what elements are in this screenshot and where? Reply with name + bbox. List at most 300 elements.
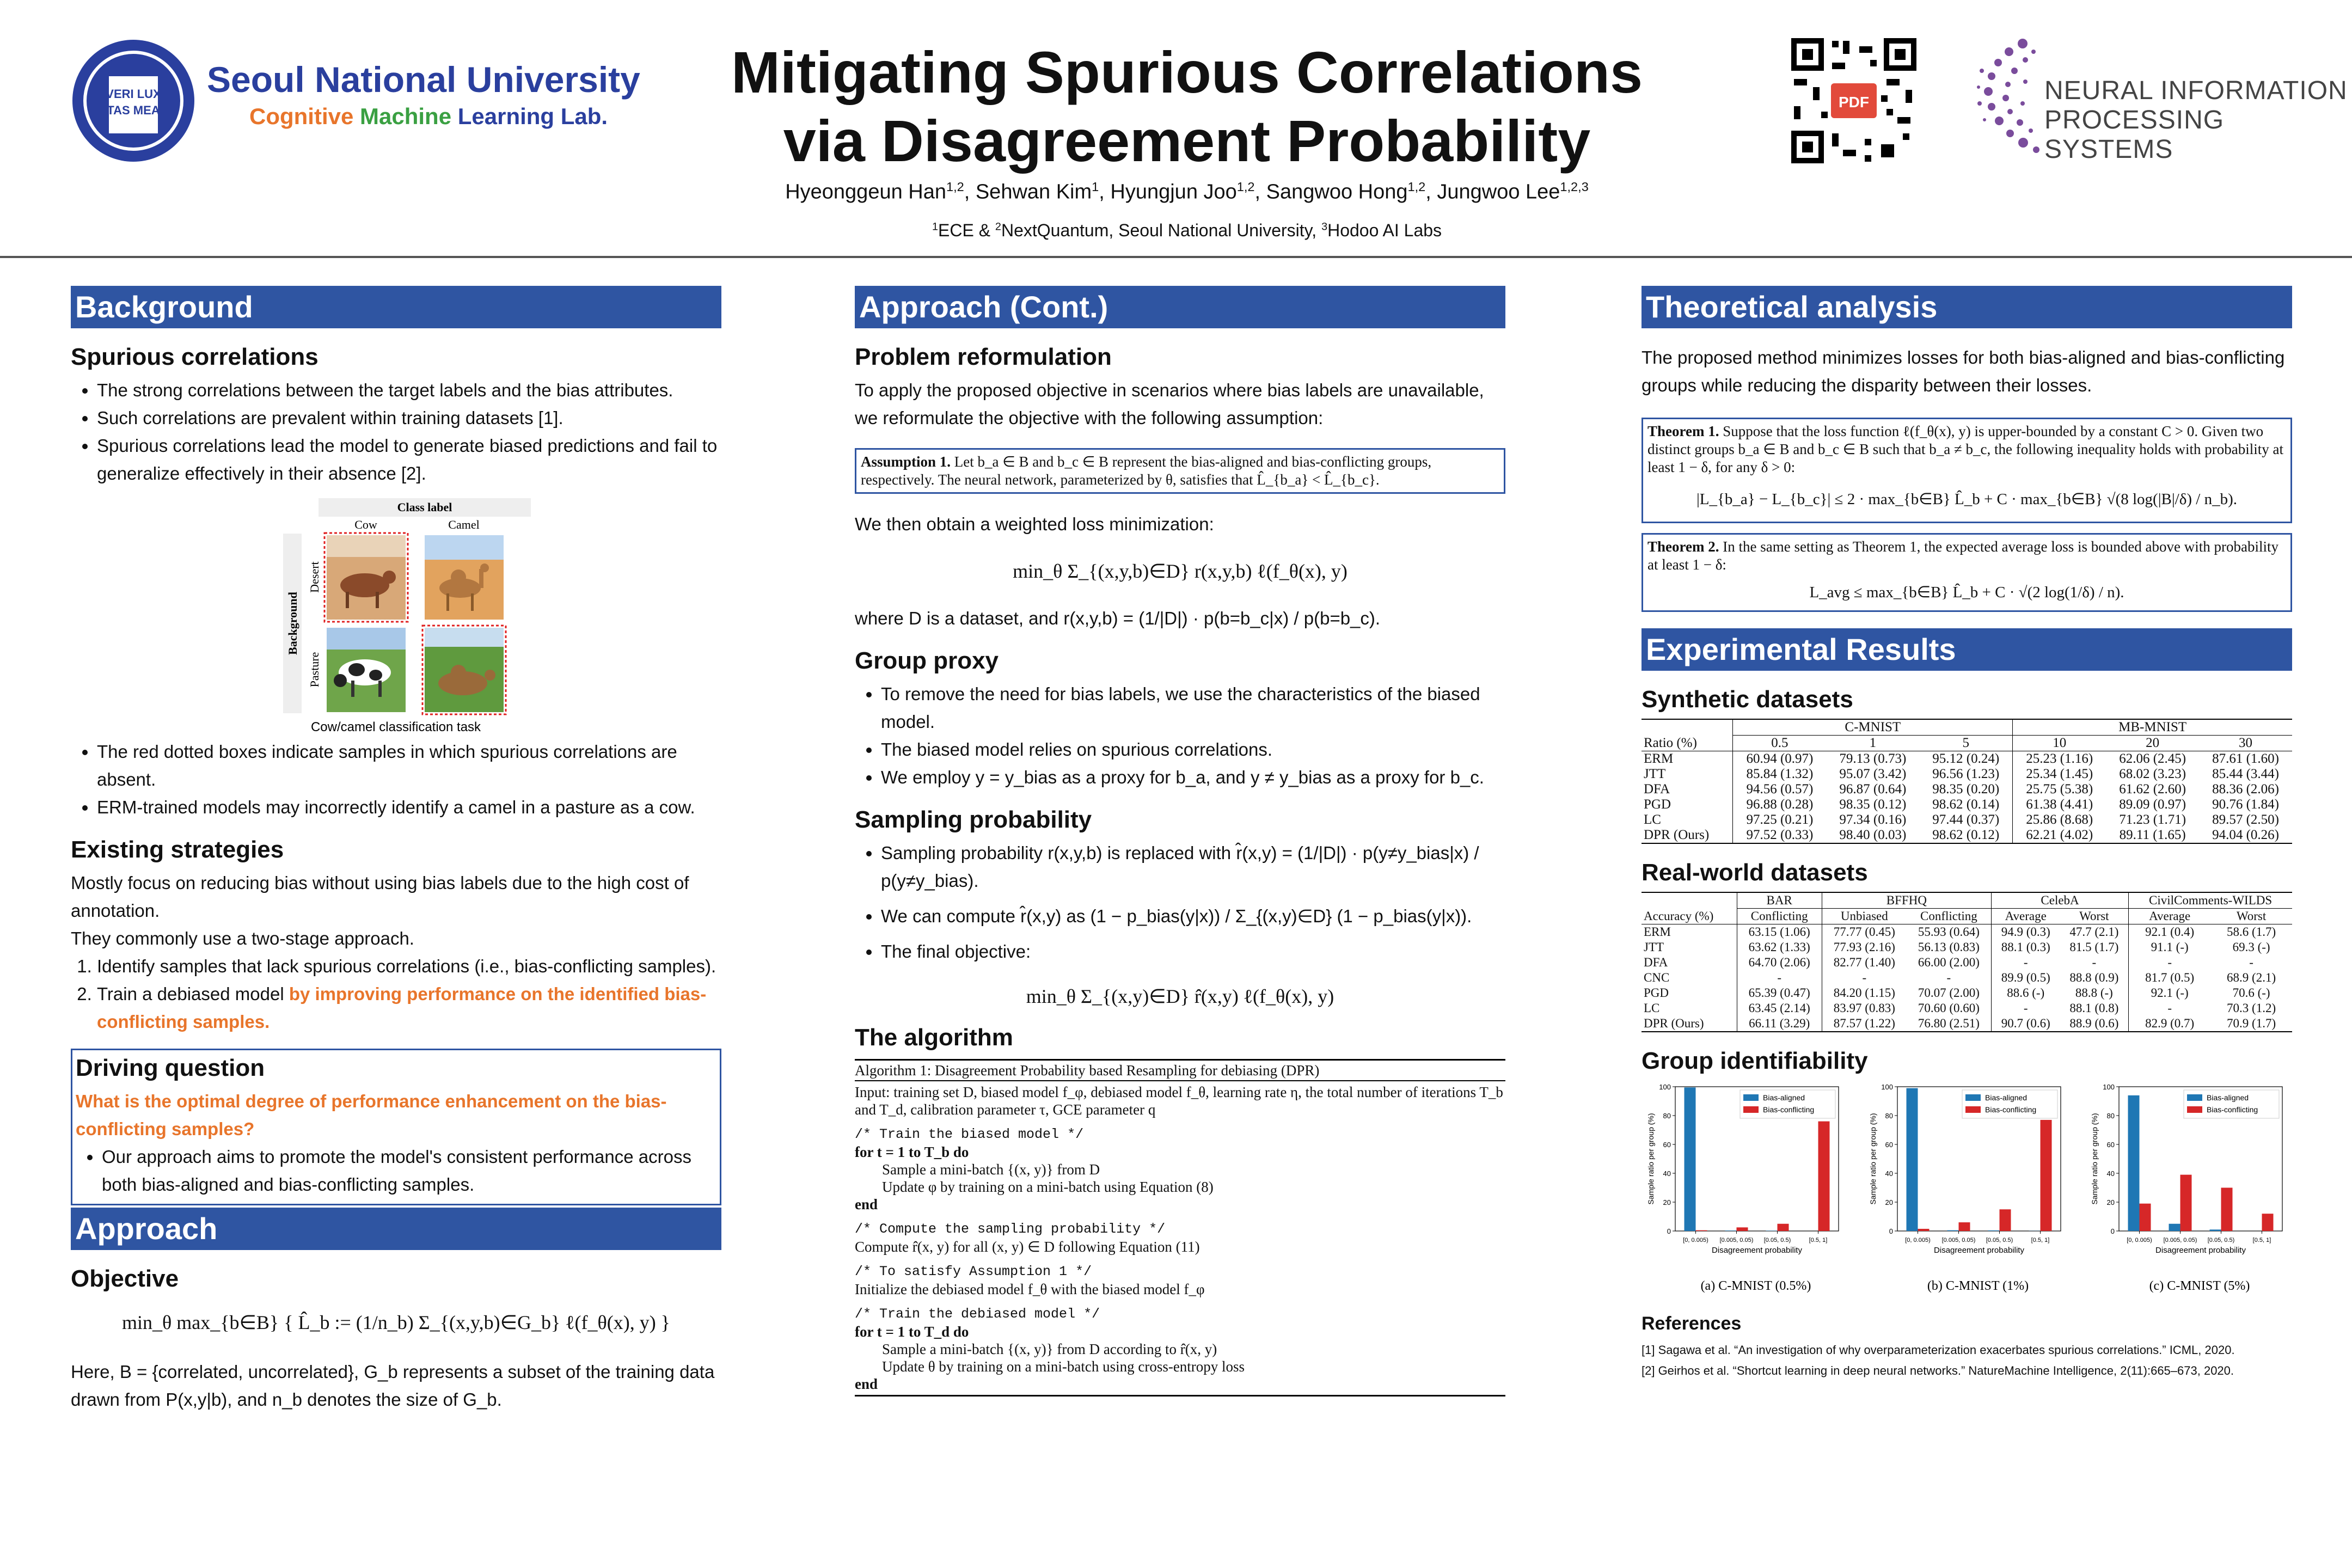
table-cell: 25.75 (5.38)	[2013, 782, 2106, 797]
table-row	[1641, 955, 2292, 970]
title-line: via Disagreement Probability	[783, 108, 1591, 174]
legend-label: Bias-conflicting	[1984, 1105, 2036, 1114]
subheading-problem: Problem reformulation	[855, 344, 1112, 370]
synthetic-table-body	[1641, 751, 2292, 844]
table-cell: -	[1946, 971, 1951, 984]
legend-swatch	[1743, 1106, 1759, 1113]
table-row	[1641, 924, 2292, 940]
table-cell: 90.7 (0.6)	[1991, 1016, 2060, 1032]
theorem2-equation: L_avg ≤ max_{b∈B} L̂_b + C · √(2 log(1/δ) / n).	[1809, 584, 2124, 601]
x-axis-label: Disagreement probability	[1933, 1246, 2024, 1255]
x-tick-label: [0.05, 0.5)	[1986, 1237, 2013, 1244]
legend-swatch	[1965, 1094, 1981, 1101]
y-tick-label: 0	[1889, 1227, 1893, 1235]
x-tick-label: [0.5, 1]	[1809, 1237, 1828, 1244]
table-cell: -	[2129, 1001, 2211, 1016]
table-method-cell: ERM	[1644, 751, 1674, 766]
table-group-header: CelebA	[1991, 892, 2128, 909]
table-cell: 61.38 (4.41)	[2013, 797, 2106, 812]
algo-line: for t = 1 to T_b do	[855, 1144, 969, 1160]
table-cell: 70.3 (1.2)	[2227, 1001, 2276, 1015]
figure-background-label: Background	[286, 592, 299, 655]
image-cow-desert	[324, 533, 408, 622]
table-cell: -	[1737, 970, 1822, 985]
table-cell: 68.02 (3.23)	[2119, 767, 2186, 781]
table-cell: 47.7 (2.1)	[2069, 925, 2119, 939]
bar	[1737, 1227, 1748, 1231]
table-cell: 95.07 (3.42)	[1839, 767, 1907, 781]
table-cell: 88.8 (0.9)	[2069, 971, 2119, 984]
table-cell: 89.9 (0.5)	[1991, 970, 2060, 985]
table-method-cell: LC	[1644, 1001, 1660, 1015]
y-tick-label: 60	[2106, 1141, 2115, 1149]
figure-cow-label: Cow	[354, 518, 377, 531]
table-cell: 96.88 (0.28)	[1733, 797, 1827, 812]
table-cell: 89.11 (1.65)	[2119, 828, 2186, 842]
section-heading-theory: Theoretical analysis	[1641, 286, 2292, 328]
legend-label: Bias-conflicting	[2207, 1105, 2258, 1114]
table-method-cell: ERM	[1644, 925, 1671, 939]
table-cell: 70.07 (2.00)	[1918, 986, 1980, 1000]
table-col-header: Unbiased	[1822, 909, 1907, 924]
table-col-header: 0.5	[1733, 736, 1827, 751]
table-cell: 94.9 (0.3)	[1991, 924, 2060, 940]
table-cell: 83.97 (0.83)	[1822, 1001, 1907, 1016]
lab-name-part: Machine	[360, 103, 452, 129]
y-tick-label: 100	[2103, 1083, 2115, 1091]
y-tick-label: 40	[1663, 1169, 1671, 1178]
legend-label: Bias-conflicting	[1763, 1105, 1815, 1114]
driving-question-text: What is the optimal degree of performance enhancement on the bias-conflicting samples?	[76, 1091, 667, 1139]
bar	[1778, 1224, 1789, 1231]
table-cell: 81.7 (0.5)	[2129, 970, 2211, 985]
table-col-header: 30	[2239, 736, 2253, 750]
table-col-header: Average	[1991, 909, 2060, 924]
table-cell: 82.9 (0.7)	[2129, 1016, 2211, 1032]
table-cell: 25.34 (1.45)	[2013, 767, 2106, 782]
title-line: Mitigating Spurious Correlations	[731, 39, 1643, 105]
driving-list	[76, 1143, 716, 1198]
group-proxy-list	[855, 680, 1505, 791]
table-col-header: Average	[2129, 909, 2211, 924]
algo-line: Initialize the debiased model f_θ with the biased model f_φ	[855, 1281, 1205, 1297]
table-method-cell: PGD	[1644, 986, 1669, 1000]
table-row	[1641, 1016, 2292, 1032]
weighted-text: We then obtain a weighted loss minimization:	[855, 514, 1214, 534]
list-item: • The strong correlations between the target labels and the bias attributes.	[97, 376, 721, 404]
table-cell: 71.23 (1.71)	[2119, 812, 2186, 827]
table-cell: 88.8 (-)	[2075, 986, 2113, 1000]
table-cell: 98.62 (0.14)	[1932, 797, 2000, 812]
qr-pdf-badge: PDF	[1839, 94, 1869, 111]
chart-caption: (a) C-MNIST (0.5%)	[1700, 1279, 1811, 1293]
figure-class-label: Class label	[397, 500, 452, 514]
table-cell: 25.23 (1.16)	[2013, 751, 2106, 767]
table-cell: 70.9 (1.7)	[2227, 1016, 2276, 1030]
algo-comment: /* Train the debiased model */	[855, 1306, 1100, 1322]
bar	[1947, 1230, 1958, 1231]
table-cell: 85.84 (1.32)	[1733, 767, 1827, 782]
x-tick-label: [0.005, 0.05)	[2163, 1237, 2197, 1244]
list-item: • The biased model relies on spurious correlations.	[881, 736, 1505, 763]
table-cell: -	[1991, 1001, 2060, 1016]
group-identifiability-charts	[1641, 1080, 2292, 1298]
list-item: 1. Identify samples that lack spurious correlations (i.e., bias-conflicting samples).	[97, 952, 721, 980]
algorithm-header: Algorithm 1: Disagreement Probability based Resampling for debiasing (DPR)	[855, 1061, 1505, 1081]
objective-note: Here, B = {correlated, uncorrelated}, G_b represents a subset of the training data drawn from P(x,y|b), and n_b denotes the size of G_b.	[71, 1362, 715, 1410]
table-cell: 88.1 (0.3)	[1991, 940, 2060, 955]
section-heading-approach: Approach	[71, 1208, 721, 1250]
realworld-table-body	[1641, 924, 2292, 1032]
list-item: • ERM-trained models may incorrectly identify a camel in a pasture as a cow.	[97, 793, 721, 821]
table-cell: -	[1991, 955, 2060, 970]
table-col-header: 5	[1962, 736, 1969, 750]
list-item: • Sampling probability r(x,y,b) is replaced with r̂(x,y) = (1/|D|) · p(y≠y_bias|x) / p(y≠y_bias).	[881, 839, 1505, 895]
table-row	[1641, 1001, 2292, 1016]
subheading-references: References	[1641, 1313, 1742, 1334]
table-cell: 92.1 (-)	[2129, 985, 2211, 1001]
bar	[1696, 1230, 1707, 1231]
snu-emblem-logo	[71, 38, 196, 163]
table-cell: 92.1 (0.4)	[2129, 924, 2211, 940]
cow-camel-figure	[71, 487, 721, 738]
step2-highlight: by improving performance on the identified bias-conflicting samples.	[97, 984, 707, 1032]
table-cell: 70.60 (0.60)	[1918, 1001, 1980, 1015]
table-cell: 87.57 (1.22)	[1822, 1016, 1907, 1032]
table-cell: 69.3 (-)	[2232, 940, 2270, 954]
table-cell: 56.13 (0.83)	[1918, 940, 1980, 954]
theorem1-label: Theorem 1.	[1647, 423, 1719, 439]
y-tick-label: 20	[1885, 1198, 1893, 1206]
table-cell: -	[1822, 970, 1907, 985]
algo-comment: /* Train the biased model */	[855, 1126, 1084, 1142]
x-tick-label: [0.005, 0.05)	[1719, 1237, 1754, 1244]
table-cell: 94.56 (0.57)	[1733, 782, 1827, 797]
table-cell: 98.62 (0.12)	[1932, 828, 2000, 842]
table-col-header: Worst	[2079, 909, 2109, 923]
x-tick-label: [0.5, 1]	[2252, 1237, 2271, 1244]
sampling-list	[855, 839, 1505, 965]
assumption-label: Assumption 1.	[861, 454, 951, 470]
table-cell: 85.44 (3.44)	[2212, 767, 2279, 781]
bar	[1725, 1230, 1737, 1231]
table-row-header: Ratio (%)	[1644, 735, 1697, 750]
step2-text: Train a debiased model	[97, 984, 289, 1004]
subheading-existing: Existing strategies	[71, 836, 284, 863]
synthetic-results-table	[1641, 719, 2292, 844]
table-cell: 87.61 (1.60)	[2212, 751, 2279, 766]
x-tick-label: [0, 0.005)	[1683, 1237, 1708, 1244]
theorem2-text: In the same setting as Theorem 1, the expected average loss is bounded above with probability at least 1 − δ:	[1647, 538, 2278, 573]
list-item: • Spurious correlations lead the model to generate biased predictions and fail to generalize effectively in their absence [2].	[97, 432, 721, 487]
bar	[1766, 1230, 1778, 1231]
chart-caption: (b) C-MNIST (1%)	[1927, 1279, 2029, 1293]
table-cell	[1641, 892, 1737, 909]
algo-line: Update φ by training on a mini-batch using Equation (8)	[882, 1179, 1214, 1195]
assumption-text: Let b_a ∈ B and b_c ∈ B represent the bias-aligned and bias-conflicting groups, respectively. The neural network, parameterized by θ, satisfies that L̂_{b_a} < L̂_{b_c}.	[861, 454, 1432, 488]
table-cell: 96.56 (1.23)	[1932, 767, 2000, 781]
x-tick-label: [0, 0.005)	[2127, 1237, 2152, 1244]
theorem2-label: Theorem 2.	[1647, 538, 1719, 555]
y-axis-label: Sample ratio per group (%)	[2090, 1113, 2099, 1205]
bar	[2140, 1204, 2151, 1231]
existing-text: Mostly focus on reducing bias without using bias labels due to the high cost of annotation.	[71, 873, 689, 921]
bar	[2262, 1214, 2274, 1231]
bar-chart	[1864, 1080, 2071, 1298]
reference-item: [1] Sagawa et al. “An investigation of why overparameterization exacerbates spurious correlations.” ICML, 2020.	[1641, 1343, 2235, 1357]
y-tick-label: 40	[1885, 1169, 1893, 1178]
conference-line: PROCESSING SYSTEMS	[2044, 106, 2225, 164]
table-cell: 89.57 (2.50)	[2212, 812, 2279, 827]
objective-equation: min_θ max_{b∈B} { L̂_b := (1/n_b) Σ_{(x,y,b)∈G_b} ℓ(f_θ(x), y) }	[122, 1312, 670, 1333]
x-tick-label: [0, 0.005)	[1904, 1237, 1931, 1244]
x-tick-label: [0.05, 0.5)	[1763, 1237, 1791, 1244]
table-cell: 65.39 (0.47)	[1737, 985, 1822, 1001]
bar	[1685, 1087, 1696, 1231]
subheading-spurious: Spurious correlations	[71, 344, 318, 370]
author-list: Hyeonggeun Han$^{1,2}$, Sehwan Kim$^1$, Hyungjun Joo$^{1,2}$, Sangwoo Hong$^{1,2}$, Jungwoo Lee$^{1,2,3}$	[785, 180, 1589, 204]
table-cell: 62.06 (2.45)	[2119, 751, 2186, 766]
figure-caption: Cow/camel classification task	[310, 720, 481, 734]
lab-name-part: Cognitive	[249, 103, 354, 129]
table-cell: 62.21 (4.02)	[2013, 828, 2106, 843]
y-tick-label: 20	[2106, 1198, 2115, 1206]
column-left	[71, 286, 721, 1413]
subheading-group-proxy: Group proxy	[855, 647, 999, 674]
y-axis-label: Sample ratio per group (%)	[1646, 1113, 1655, 1205]
svg-text:TAS MEA: TAS MEA	[107, 103, 160, 117]
table-cell: 63.15 (1.06)	[1737, 924, 1822, 940]
section-heading-experiments: Experimental Results	[1641, 628, 2292, 671]
algo-line: for t = 1 to T_d do	[855, 1324, 969, 1340]
table-method-cell: DPR (Ours)	[1644, 828, 1710, 842]
table-cell: 77.77 (0.45)	[1822, 924, 1907, 940]
table-cell: 66.11 (3.29)	[1737, 1016, 1822, 1032]
subheading-sampling: Sampling probability	[855, 806, 1092, 833]
table-cell: -	[2249, 955, 2253, 969]
table-cell: 90.76 (1.84)	[2212, 797, 2279, 812]
table-row	[1641, 767, 2292, 782]
x-tick-label: [0.005, 0.05)	[1941, 1237, 1975, 1244]
theorem1-text: Suppose that the loss function ℓ(f_θ(x), y) is upper-bounded by a constant C > 0. Given two distinct groups b_a ∈ B and b_c ∈ B such that b_a ≠ b_c, the following inequality holds with probability at least 1 − δ, for any δ > 0:	[1647, 423, 2283, 475]
algo-line: Compute r̂(x, y) for all (x, y) ∈ D following Equation (11)	[855, 1239, 1200, 1255]
lab-name	[249, 103, 608, 130]
table-cell: 89.09 (0.97)	[2119, 797, 2186, 812]
table-cell: 88.9 (0.6)	[2069, 1016, 2119, 1030]
algo-comment: /* Compute the sampling probability */	[855, 1221, 1166, 1237]
bar	[1988, 1230, 1999, 1231]
bar	[2128, 1095, 2140, 1231]
table-cell: 66.00 (2.00)	[1918, 955, 1980, 969]
column-right	[1641, 286, 2292, 1381]
qr-code-icon[interactable]	[1788, 35, 1919, 166]
table-method-cell: CNC	[1644, 971, 1670, 984]
reference-item: [2] Geirhos et al. “Shortcut learning in deep neural networks.” NatureMachine Intelligence, 2(11):665–673, 2020.	[1641, 1364, 2234, 1377]
two-stage-list	[71, 952, 721, 1036]
table-cell: 68.9 (2.1)	[2227, 971, 2276, 984]
table-cell: -	[2092, 955, 2097, 969]
table-cell: -	[2129, 955, 2211, 970]
column-middle	[855, 286, 1505, 1396]
algo-line: Sample a mini-batch {(x, y)} from D according to r̂(x, y)	[882, 1341, 1217, 1357]
existing-text: They commonly use a two-stage approach.	[71, 928, 414, 948]
figure-camel-label: Camel	[448, 518, 480, 531]
table-cell: 98.35 (0.12)	[1839, 797, 1907, 812]
table-cell: 84.20 (1.15)	[1822, 985, 1907, 1001]
subheading-objective: Objective	[71, 1265, 179, 1292]
driving-question-title: Driving question	[76, 1055, 265, 1081]
table-col-header: 20	[2146, 736, 2160, 750]
theorem1-box	[1641, 418, 2292, 523]
y-tick-label: 60	[1663, 1141, 1671, 1149]
table-method-cell: LC	[1644, 812, 1661, 827]
y-tick-label: 60	[1885, 1141, 1893, 1149]
list-item: • Our approach aims to promote the model's consistent performance across both bias-aligned and bias-conflicting samples.	[102, 1143, 716, 1198]
algo-line: end	[855, 1196, 878, 1212]
y-tick-label: 40	[2106, 1169, 2115, 1178]
list-item: • We can compute r̂(x,y) as (1 − p_bias(y|x)) / Σ_{(x,y)∈D} (1 − p_bias(y|x)).	[881, 902, 1505, 930]
driving-question-box	[71, 1049, 721, 1205]
figure-pasture-label: Pasture	[308, 652, 321, 688]
legend-label: Bias-aligned	[2207, 1093, 2249, 1102]
y-axis-label: Sample ratio per group (%)	[1868, 1113, 1877, 1205]
table-cell: 63.62 (1.33)	[1737, 940, 1822, 955]
lab-name-part: Learning Lab.	[457, 103, 608, 129]
conference-line: NEURAL INFORMATION	[2044, 76, 2348, 105]
algo-line: Sample a mini-batch {(x, y)} from D	[882, 1161, 1100, 1178]
bar	[1958, 1222, 1970, 1231]
subheading-synthetic: Synthetic datasets	[1641, 686, 1853, 713]
table-cell: 77.93 (2.16)	[1822, 940, 1907, 955]
table-cell: 63.45 (2.14)	[1737, 1001, 1822, 1016]
table-method-cell: DFA	[1644, 955, 1668, 969]
weighted-equation: min_θ Σ_{(x,y,b)∈D} r(x,y,b) ℓ(f_θ(x), y)	[1013, 560, 1347, 582]
y-tick-label: 20	[1663, 1198, 1671, 1206]
list-item: • We employ y = y_bias as a proxy for b_a, and y ≠ y_bias as a proxy for b_c.	[881, 763, 1505, 791]
y-tick-label: 100	[1659, 1083, 1671, 1091]
y-tick-label: 80	[1885, 1112, 1893, 1120]
list-item: • The red dotted boxes indicate samples in which spurious correlations are absent.	[97, 738, 721, 793]
table-cell: 91.1 (-)	[2129, 940, 2211, 955]
table-cell: 97.34 (0.16)	[1839, 812, 1907, 827]
bar	[2221, 1188, 2233, 1232]
table-cell: 25.86 (8.68)	[2013, 812, 2106, 828]
bar	[1999, 1209, 2011, 1231]
algo-comment: /* To satisfy Assumption 1 */	[855, 1264, 1092, 1279]
table-cell: 88.1 (0.8)	[2069, 1001, 2119, 1015]
subheading-group-identifiability: Group identifiability	[1641, 1048, 1868, 1074]
table-method-cell: JTT	[1644, 940, 1664, 954]
figure-desert-label: Desert	[308, 561, 321, 593]
x-tick-label: [0.05, 0.5)	[2207, 1237, 2235, 1244]
bar	[2180, 1175, 2192, 1231]
image-cow-pasture	[327, 628, 406, 712]
bar	[1918, 1229, 1929, 1231]
y-tick-label: 0	[2110, 1227, 2115, 1235]
table-cell: 97.44 (0.37)	[1932, 812, 2000, 827]
table-cell: 88.36 (2.06)	[2212, 782, 2279, 797]
y-tick-label: 80	[2106, 1112, 2115, 1120]
table-method-cell: PGD	[1644, 797, 1671, 812]
legend-label: Bias-aligned	[1984, 1093, 2027, 1102]
image-camel-pasture	[422, 626, 506, 714]
table-cell: 98.35 (0.20)	[1932, 782, 2000, 797]
legend-label: Bias-aligned	[1763, 1093, 1805, 1102]
table-method-cell: DFA	[1644, 782, 1670, 797]
table-cell: 81.5 (1.7)	[2069, 940, 2119, 954]
table-cell: 55.93 (0.64)	[1918, 925, 1980, 939]
problem-text: To apply the proposed objective in scenarios where bias labels are unavailable, we reformulate the objective with the following assumption:	[855, 380, 1484, 428]
assumption-box	[855, 448, 1505, 494]
chart-caption: (c) C-MNIST (5%)	[2149, 1279, 2250, 1293]
table-col-header: Worst	[2236, 909, 2267, 923]
x-axis-label: Disagreement probability	[2155, 1246, 2246, 1255]
affiliations: $^1$ECE & $^2$NextQuantum, Seoul National University, $^3$Hodoo AI Labs	[932, 220, 1442, 240]
table-cell: 95.12 (0.24)	[1932, 751, 2000, 766]
spurious-list	[71, 376, 721, 487]
realworld-results-table	[1641, 892, 2292, 1032]
table-row	[1641, 828, 2292, 843]
bar-chart	[1641, 1080, 1848, 1298]
theorem2-box	[1641, 533, 2292, 612]
list-item: • To remove the need for bias labels, we use the characteristics of the biased model.	[881, 680, 1505, 736]
table-group-header: MB-MNIST	[2013, 719, 2292, 736]
legend-swatch	[1965, 1106, 1981, 1113]
table-row	[1641, 940, 2292, 955]
table-row	[1641, 970, 2292, 985]
algorithm-box	[855, 1059, 1505, 1396]
bar	[1818, 1122, 1830, 1231]
y-tick-label: 0	[1667, 1227, 1671, 1235]
legend-swatch	[2187, 1094, 2202, 1101]
theory-intro: The proposed method minimizes losses for both bias-aligned and bias-conflicting groups while reducing the disparity between their losses.	[1641, 347, 2285, 395]
table-row-header: Accuracy (%)	[1644, 909, 1714, 923]
university-name: Seoul National University	[207, 59, 640, 100]
table-row	[1641, 751, 2292, 767]
poster-header	[0, 0, 2352, 258]
table-row	[1641, 797, 2292, 812]
table-cell: 70.6 (-)	[2232, 986, 2270, 1000]
poster-title	[697, 38, 1677, 175]
bar	[2040, 1120, 2051, 1231]
table-cell: 79.13 (0.73)	[1839, 751, 1907, 766]
image-camel-desert	[425, 535, 504, 620]
theorem1-equation: |L_{b_a} − L_{b_c}| ≤ 2 · max_{b∈B} L̂_b + C · max_{b∈B} √(8 log(|B|/δ) / n_b).	[1696, 491, 2238, 508]
table-cell: 96.87 (0.64)	[1839, 782, 1907, 797]
after-figure-list	[71, 738, 721, 821]
table-group-header: C-MNIST	[1733, 719, 2013, 736]
neurips-wordmark	[2044, 76, 2352, 164]
table-row	[1641, 812, 2292, 828]
algo-line: Update θ by training on a mini-batch using cross-entropy loss	[882, 1358, 1245, 1375]
legend-swatch	[2187, 1106, 2202, 1113]
table-cell: 97.25 (0.21)	[1733, 812, 1827, 828]
bar	[2210, 1229, 2221, 1231]
table-cell: 61.62 (2.60)	[2119, 782, 2186, 797]
table-col-header: 1	[1869, 736, 1877, 750]
list-item: • Such correlations are prevalent within training datasets [1].	[97, 404, 721, 432]
table-group-header: BAR	[1737, 892, 1822, 909]
table-group-header: BFFHQ	[1822, 892, 1991, 909]
table-cell: 88.6 (-)	[1991, 985, 2060, 1001]
table-col-header: 10	[2013, 736, 2106, 751]
section-heading-background: Background	[71, 286, 721, 328]
algorithm-input: Input: training set D, biased model f_φ, debiased model f_θ, learning rate η, the total number of iterations T_b and T_d, calibration parameter τ, GCE parameter q	[855, 1084, 1503, 1118]
table-row	[1641, 782, 2292, 797]
table-group-header: CivilComments-WILDS	[2129, 892, 2292, 909]
table-cell: 64.70 (2.06)	[1737, 955, 1822, 970]
algo-line: end	[855, 1376, 878, 1392]
